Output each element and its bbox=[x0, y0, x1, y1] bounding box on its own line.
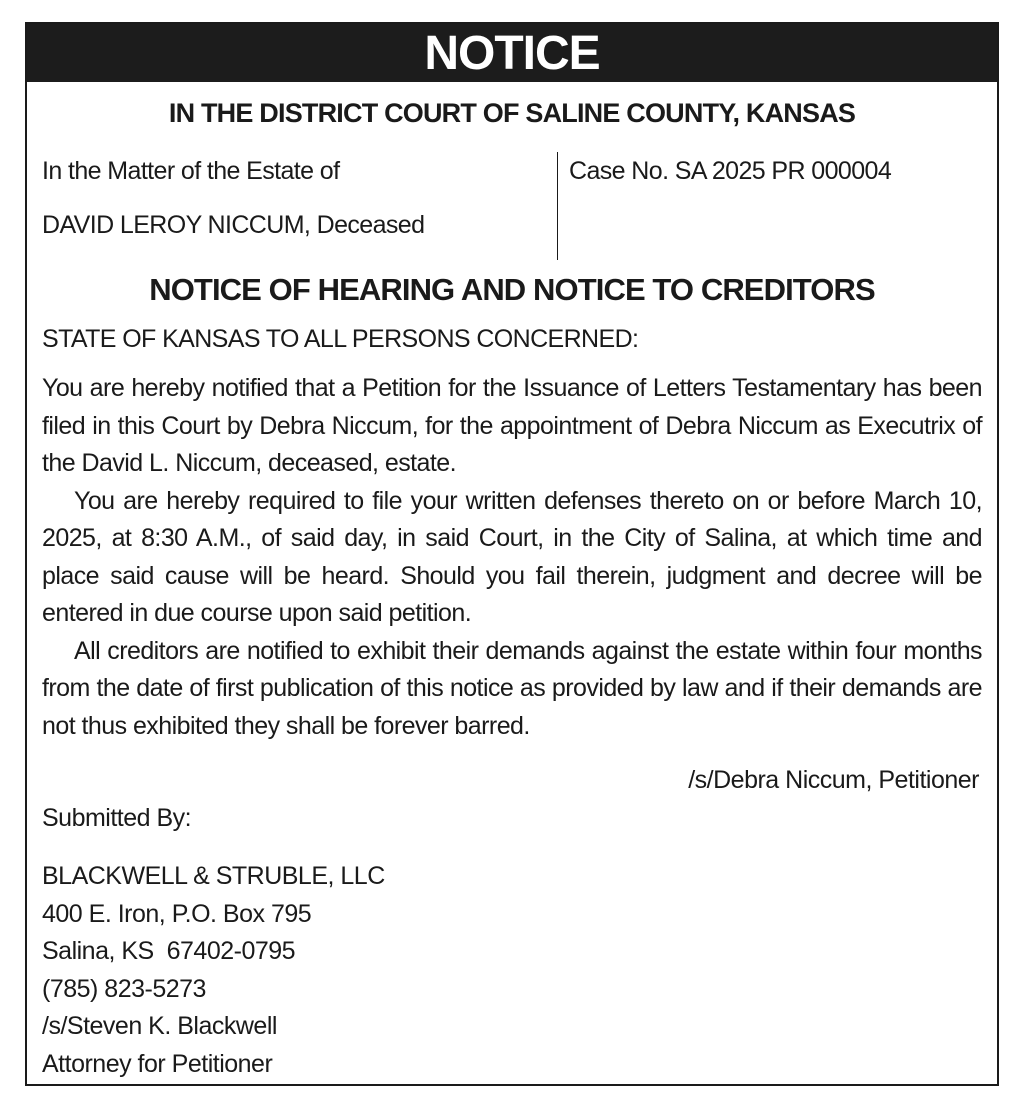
firm-address-line1: 400 E. Iron, P.O. Box 795 bbox=[42, 899, 312, 928]
case-caption bbox=[42, 152, 986, 262]
attorney-block bbox=[42, 858, 385, 1083]
notice-heading: NOTICE OF HEARING AND NOTICE TO CREDITORS bbox=[149, 272, 875, 307]
hearing-paragraph: You are hereby required to file your written defenses thereto on or before March 10, 2025, at 8:30 A.M., of said day, in said Court, in the City of Salina, at which time and place said cause will be heard. Should you fail therein, judgment and decree will be entered in due course upon said petition. bbox=[42, 486, 982, 627]
estate-caption bbox=[42, 152, 558, 260]
firm-address-line2: Salina, KS 67402-0795 bbox=[42, 937, 296, 965]
attorney-signature: /s/Steven K. Blackwell bbox=[42, 1012, 277, 1040]
attorney-role: Attorney for Petitioner bbox=[42, 1049, 273, 1078]
salutation: STATE OF KANSAS TO ALL PERSONS CONCERNED: bbox=[42, 325, 639, 353]
law-firm-name: BLACKWELL & STRUBLE, LLC bbox=[42, 862, 385, 890]
court-title: IN THE DISTRICT COURT OF SALINE COUNTY, KANSAS bbox=[168, 98, 856, 128]
decedent-name: DAVID LEROY NICCUM, Deceased bbox=[42, 211, 425, 239]
submitted-by-label: Submitted By: bbox=[42, 804, 192, 832]
firm-phone: (785) 823-5273 bbox=[42, 974, 206, 1003]
notice-banner: NOTICE bbox=[27, 24, 997, 82]
creditors-paragraph: All creditors are notified to exhibit their demands against the estate within four months from the date of first publication of this notice as provided by law and if their demands are not thus exhibited they shall be forever barred. bbox=[42, 636, 982, 740]
legal-notice bbox=[25, 22, 999, 1086]
notice-body bbox=[42, 370, 982, 745]
estate-matter-line: In the Matter of the Estate of bbox=[42, 157, 340, 185]
case-number: Case No. SA 2025 PR 000004 bbox=[569, 157, 892, 185]
petitioner-signature: /s/Debra Niccum, Petitioner bbox=[688, 766, 979, 794]
petition-paragraph: You are hereby notified that a Petition for the Issuance of Letters Testamentary has been filed in this Court by Debra Niccum, for the appointment of Debra Niccum as Executrix of the David L. Niccum, deceased, estate. bbox=[42, 374, 982, 477]
